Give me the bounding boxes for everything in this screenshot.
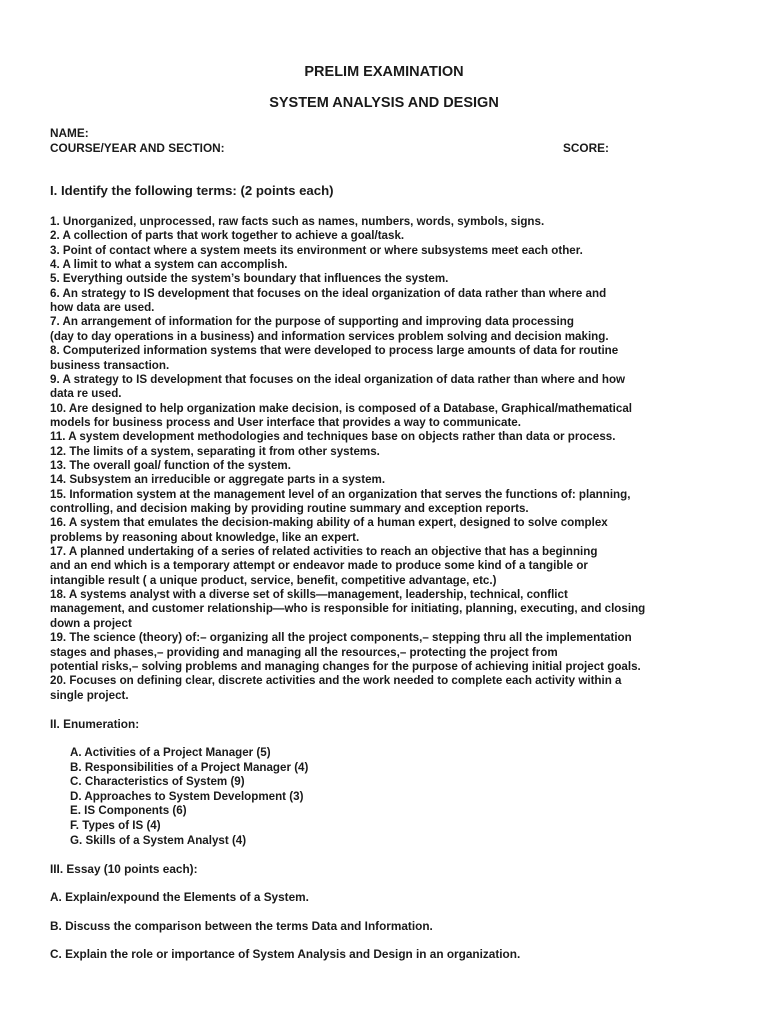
question-line: 19. The science (theory) of:– organizing all the project components,– stepping thru all the implementation (50, 631, 632, 645)
question-line: 6. An strategy to IS development that focuses on the ideal organization of data rather than where and (50, 286, 607, 300)
question-line: down a project (50, 616, 132, 630)
page-subtitle: SYSTEM ANALYSIS AND DESIGN (269, 95, 499, 111)
question-line: intangible result ( a unique product, service, benefit, competitive advantage, etc.) (50, 573, 497, 587)
question-line: potential risks,– solving problems and managing changes for the purpose of achieving initial project goals. (50, 659, 641, 673)
question-line: 17. A planned undertaking of a series of related activities to reach an objective that has a beginning (50, 545, 598, 559)
question-line: management, and customer relationship—who is responsible for initiating, planning, executing, and closing (50, 602, 646, 616)
essay-item: C. Explain the role or importance of System Analysis and Design in an organization. (50, 947, 521, 961)
question-line: how data are used. (50, 301, 155, 315)
enumeration-item: C. Characteristics of System (9) (70, 775, 245, 789)
question-line: 11. A system development methodologies and techniques base on objects rather than data or process. (50, 430, 616, 444)
essay-item: B. Discuss the comparison between the terms Data and Information. (50, 919, 433, 933)
question-line: 1. Unorganized, unprocessed, raw facts such as names, numbers, words, symbols, signs. (50, 215, 545, 228)
enumeration-item: D. Approaches to System Development (3) (70, 789, 304, 803)
question-line: controlling, and decision making by providing routine summary and exception reports. (50, 502, 529, 515)
question-line: (day to day operations in a business) and information services problem solving and decision making. (50, 329, 609, 343)
question-line: 9. A strategy to IS development that focuses on the ideal organization of data rather than where and how (50, 372, 626, 386)
enumeration-item: G. Skills of a System Analyst (4) (70, 833, 247, 847)
question-line: and an end which is a temporary attempt or endeavor made to produce some kind of a tangible or (50, 559, 588, 573)
part2-heading: II. Enumeration: (50, 717, 140, 731)
question-line: problems by reasoning about knowledge, like an expert. (50, 530, 360, 544)
score-label: SCORE: (563, 141, 609, 155)
question-line: 7. An arrangement of information for the purpose of supporting and improving data processing (50, 315, 574, 329)
question-line: 12. The limits of a system, separating it from other systems. (50, 444, 380, 458)
question-line: business transaction. (50, 358, 170, 372)
question-line: 16. A system that emulates the decision-making ability of a human expert, designed to solve complex (50, 516, 608, 530)
question-line: 20. Focuses on defining clear, discrete activities and the work needed to complete each activity within a (50, 674, 622, 688)
question-line: 18. A systems analyst with a diverse set of skills—management, leadership, technical, conflict (50, 588, 568, 602)
question-line: 8. Computerized information systems that were developed to process large amounts of data for routine (50, 344, 619, 358)
question-line: 15. Information system at the management level of an organization that serves the functions of: planning, (50, 487, 631, 501)
enumeration-item: A. Activities of a Project Manager (5) (70, 746, 271, 759)
name-label: NAME: (50, 126, 89, 140)
question-line: single project. (50, 688, 129, 702)
question-line: stages and phases,– providing and managing all the resources,– protecting the project from (50, 645, 558, 659)
question-line: 2. A collection of parts that work together to achieve a goal/task. (50, 229, 405, 243)
course-label: COURSE/YEAR AND SECTION: (50, 141, 225, 155)
question-line: 13. The overall goal/ function of the system. (50, 458, 291, 472)
question-line: 14. Subsystem an irreducible or aggregate parts in a system. (50, 473, 386, 487)
question-line: 5. Everything outside the system’s boundary that influences the system. (50, 272, 449, 286)
question-line: data re used. (50, 387, 122, 401)
page-title: PRELIM EXAMINATION (304, 64, 464, 80)
question-line: 4. A limit to what a system can accomplish. (50, 258, 288, 272)
question-line: models for business process and User interface that provides a way to communicate. (50, 415, 521, 429)
enumeration-item: B. Responsibilities of a Project Manager (4) (70, 760, 309, 774)
enumeration-item: E. IS Components (6) (70, 804, 187, 818)
part3-heading: III. Essay (10 points each): (50, 862, 198, 876)
enumeration-item: F. Types of IS (4) (70, 819, 161, 832)
question-line: 10. Are designed to help organization make decision, is composed of a Database, Graphical/mathematical (50, 401, 633, 415)
question-line: 3. Point of contact where a system meets its environment or where subsystems meet each other. (50, 243, 583, 257)
part1-heading: I. Identify the following terms: (2 points each) (50, 183, 334, 198)
essay-item: A. Explain/expound the Elements of a System. (50, 890, 309, 904)
